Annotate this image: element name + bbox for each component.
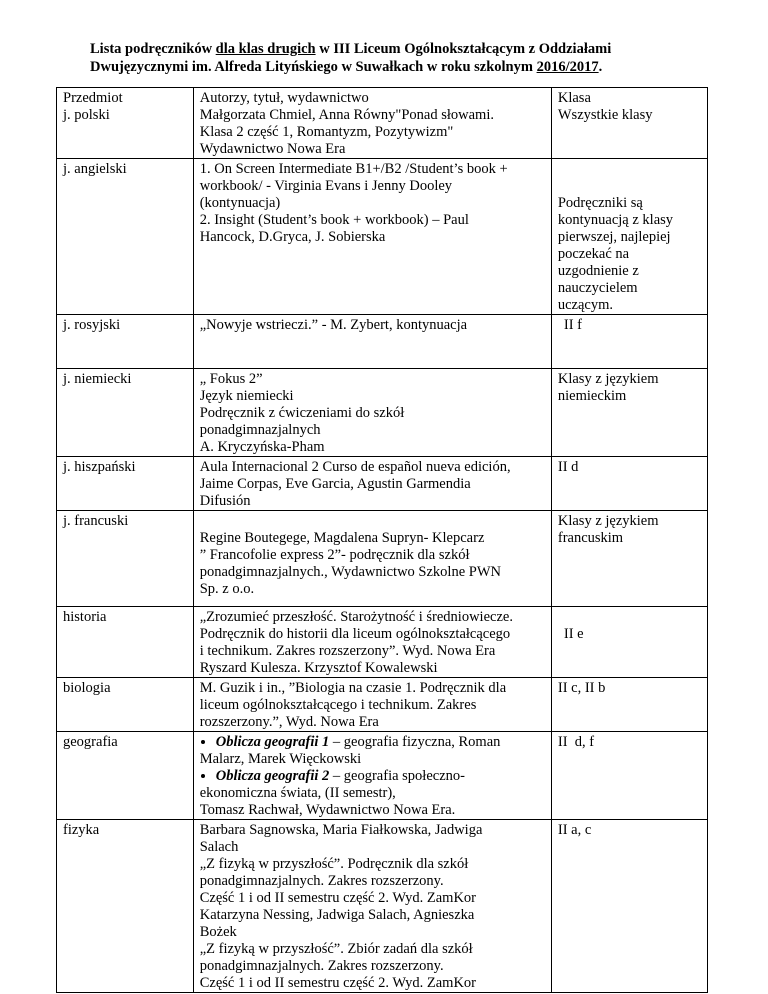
authors-cell: [193, 607, 551, 678]
authors-cell: [193, 511, 551, 607]
class-cell: [551, 732, 707, 820]
text-line: Jaime Corpas, Eve Garcia, Agustin Garmendia: [199, 476, 471, 492]
class-cell: [551, 678, 707, 732]
class-value: II c, II b: [557, 680, 606, 696]
text-line: „Nowyje wstrieczi.” - M. Zybert, kontynuacja: [199, 317, 468, 333]
class-value: II d, f: [557, 734, 595, 750]
class-cell: [551, 159, 707, 315]
subject-polski: j. polski: [63, 107, 110, 123]
table-row: [57, 369, 708, 457]
text-line: liceum ogólnokształcącego i technikum. Zakres: [199, 697, 477, 713]
text-line: – geografia fizyczna, Roman: [329, 734, 501, 750]
class-value: Klasy z językiem: [557, 513, 659, 529]
document-title: [90, 40, 710, 76]
class-value: Wszystkie klasy: [557, 107, 653, 123]
text-line: Podręcznik z ćwiczeniami do szkół: [199, 405, 405, 421]
authors-cell: [193, 678, 551, 732]
text-line: Klasa 2 część 1, Romantyzm, Pozytywizm": [199, 124, 454, 140]
subject-historia: historia: [63, 609, 107, 625]
class-value: II e: [563, 626, 584, 642]
header-class: Klasa: [557, 90, 591, 106]
subject-cell: [57, 732, 194, 820]
text-line: Wydawnictwo Nowa Era: [199, 141, 346, 157]
book-title: Oblicza geografii 1: [215, 734, 330, 750]
subject-fizyka: fizyka: [63, 822, 100, 838]
authors-cell: [193, 315, 551, 369]
header-subject: Przedmiot: [63, 90, 123, 106]
subject-cell: [57, 607, 194, 678]
text-line: Hancock, D.Gryca, J. Sobierska: [199, 229, 386, 245]
list-item: [216, 734, 545, 751]
class-value: II f: [563, 317, 582, 333]
text-line: Barbara Sagnowska, Maria Fiałkowska, Jadwiga: [199, 822, 483, 838]
geografia-list: [200, 768, 545, 785]
authors-cell: [193, 732, 551, 820]
text-line: „Z fizyką w przyszłość”. Podręcznik dla szkół: [199, 856, 469, 872]
class-value: uczącym.: [557, 297, 614, 313]
subject-cell: [57, 159, 194, 315]
class-value: niemieckim: [557, 388, 627, 404]
subject-cell: [57, 678, 194, 732]
text-line: M. Guzik i in., ”Biologia na czasie 1. Podręcznik dla: [199, 680, 507, 696]
text-line: ponadgimnazjalnych., Wydawnictwo Szkolne PWN: [199, 564, 501, 580]
text-line: i technikum. Zakres rozszerzony”. Wyd. Nowa Era: [199, 643, 496, 659]
authors-cell: [193, 159, 551, 315]
table-row: [57, 607, 708, 678]
title-underlined-classes: dla klas drugich: [215, 41, 316, 57]
subject-rosyjski: j. rosyjski: [63, 317, 121, 333]
text-line: Sp. z o.o.: [199, 581, 255, 597]
text-line: Tomasz Rachwał, Wydawnictwo Nowa Era.: [199, 802, 456, 818]
text-line: Salach: [199, 839, 239, 855]
text-line: workbook/ - Virginia Evans i Jenny Dooley: [199, 178, 453, 194]
subject-cell: [57, 511, 194, 607]
text-line: ponadgimnazjalnych. Zakres rozszerzony.: [199, 958, 444, 974]
class-value: nauczycielem: [557, 280, 638, 296]
subject-biologia: biologia: [63, 680, 111, 696]
subject-cell: [57, 88, 194, 159]
table-row: [57, 511, 708, 607]
subject-geografia: geografia: [63, 734, 118, 750]
subject-cell: [57, 369, 194, 457]
text-line: Katarzyna Nessing, Jadwiga Salach, Agnieszka: [199, 907, 475, 923]
authors-cell: [193, 457, 551, 511]
table-row: [57, 457, 708, 511]
class-cell: [551, 820, 707, 993]
text-line: „Z fizyką w przyszłość”. Zbiór zadań dla szkół: [199, 941, 473, 957]
class-cell: [551, 511, 707, 607]
subject-cell: [57, 820, 194, 993]
authors-cell: [193, 820, 551, 993]
class-value: II d: [557, 459, 579, 475]
class-cell: [551, 88, 707, 159]
class-value: Podręczniki są: [557, 195, 643, 211]
title-text: .: [598, 59, 603, 75]
text-line: Część 1 i od II semestru część 2. Wyd. ZamKor: [199, 890, 477, 906]
table-row: [57, 678, 708, 732]
text-line: ekonomiczna świata, (II semestr),: [199, 785, 396, 801]
subject-hiszpanski: j. hiszpański: [63, 459, 136, 475]
text-line: Difusión: [199, 493, 251, 509]
table-row: [57, 315, 708, 369]
class-value: pierwszej, najlepiej: [557, 229, 671, 245]
text-line: „ Fokus 2”: [199, 371, 263, 387]
class-cell: [551, 607, 707, 678]
class-value: II a, c: [557, 822, 592, 838]
class-cell: [551, 315, 707, 369]
subject-francuski: j. francuski: [63, 513, 129, 529]
text-line: Część 1 i od II semestru część 2. Wyd. ZamKor: [199, 975, 477, 991]
text-line: 1. On Screen Intermediate B1+/B2 /Student’s book +: [199, 161, 508, 177]
subject-cell: [57, 315, 194, 369]
text-line: Aula Internacional 2 Curso de español nueva edición,: [199, 459, 511, 475]
text-line: ” Francofolie express 2”- podręcznik dla szkół: [199, 547, 470, 563]
text-line: (kontynuacja): [199, 195, 281, 211]
text-line: Podręcznik do historii dla liceum ogólnokształcącego: [199, 626, 511, 642]
authors-cell: [193, 369, 551, 457]
text-line: ponadgimnazjalnych: [199, 422, 321, 438]
list-item: [216, 768, 545, 785]
text-line: Małgorzata Chmiel, Anna Równy"Ponad słowami.: [199, 107, 494, 123]
title-text: Lista podręczników: [90, 41, 216, 57]
header-authors: Autorzy, tytuł, wydawnictwo: [199, 90, 369, 106]
text-line: rozszerzony.”, Wyd. Nowa Era: [199, 714, 379, 730]
subject-cell: [57, 457, 194, 511]
table-row: [57, 820, 708, 993]
text-line: A. Kryczyńska-Pham: [199, 439, 325, 455]
text-line: Bożek: [199, 924, 237, 940]
title-underlined-year: 2016/2017: [536, 59, 599, 75]
class-value: francuskim: [557, 530, 624, 546]
table-row: [57, 732, 708, 820]
table-row: [57, 88, 708, 159]
subject-niemiecki: j. niemiecki: [63, 371, 132, 387]
text-line: ponadgimnazjalnych. Zakres rozszerzony.: [199, 873, 444, 889]
text-line: – geografia społeczno-: [329, 768, 465, 784]
text-line: „Zrozumieć przeszłość. Starożytność i średniowiecze.: [199, 609, 513, 625]
class-value: poczekać na: [557, 246, 630, 262]
authors-cell: [193, 88, 551, 159]
class-value: kontynuacją z klasy: [557, 212, 674, 228]
textbook-table: [56, 87, 708, 993]
class-value: uzgodnienie z: [557, 263, 639, 279]
class-value: Klasy z językiem: [557, 371, 659, 387]
subject-angielski: j. angielski: [63, 161, 127, 177]
geografia-list: [200, 734, 545, 751]
text-line: Ryszard Kulesza. Krzysztof Kowalewski: [199, 660, 438, 676]
title-text: w III Liceum Ogólnokształcącym z Oddziałami Dwujęzycznymi im. Alfreda Lityńskiego w Suwałkach w roku szkolnym: [90, 41, 612, 75]
table-row: [57, 159, 708, 315]
text-line: Regine Boutegege, Magdalena Supryn- Klepcarz: [199, 530, 485, 546]
book-title: Oblicza geografii 2: [215, 768, 330, 784]
text-line: Język niemiecki: [199, 388, 294, 404]
text-line: Malarz, Marek Więckowski: [199, 751, 362, 767]
class-cell: [551, 457, 707, 511]
class-cell: [551, 369, 707, 457]
text-line: 2. Insight (Student’s book + workbook) – Paul: [199, 212, 469, 228]
